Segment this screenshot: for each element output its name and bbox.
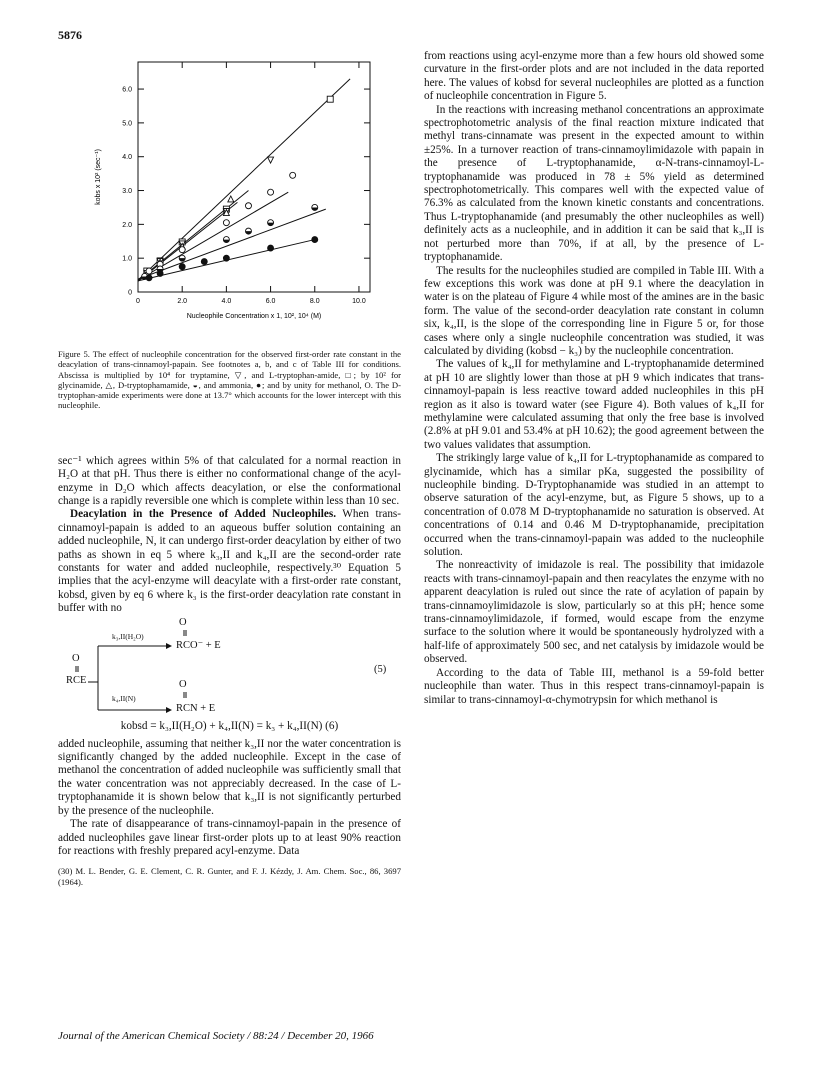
chart-svg: [58, 50, 401, 345]
right-column: [424, 50, 764, 707]
paragraph-results: The results for the nucleophiles studied are compiled in Table III. With a few exceptions this work was done at pH 9.1 where the deacylation in water is on the plateau of Figure 4 while most of the amines are in the basic form. The value of the second-order deacylation rate constant in column six, k₄,II, is the slope of the corresponding line in Figure 5 or, for those cases where only a single nucleophile concentration was studied, it was calculated by dividing (kobsd − k₃) by the nucleophile concentration.: [424, 264, 764, 357]
filled-circle-marker: [268, 245, 274, 251]
left-column: [58, 50, 401, 887]
filled-circle-marker: [223, 255, 229, 261]
paragraph-methanol: In the reactions with increasing methanol concentrations an approximate spectrophotometric analysis of the final reaction mixture indicated that methyl trans-cinnamate was present in the expected amount to within ±25%. In a turnover reaction of trans-cinnamoylimidazole with papain in the presence of L-tryptophanamide, α-N-trans-cinnamoyl-L-tryptophanamide was produced in 78 ± 5% yield as determined spectrophotometrically. This compares well with the expected value of 76.3% as calculated from the known kinetic constants and concentrations. Thus L-tryptophanamide (and presumably the other nucleophiles as well) definitely acts as a nucleophile, and in addition it can be said that k₃,II is not perturbed more than 70%, if at all, by the presence of L-tryptophanamide.: [424, 103, 764, 264]
footnote-30: (30) M. L. Bender, G. E. Clement, C. R. Gunter, and F. J. Kézdy, J. Am. Chem. Soc., 86, 3697 (1964).: [58, 866, 401, 887]
paragraph-disappearance: The rate of disappearance of trans-cinnamoyl-papain in the presence of added nucleophiles gave linear first-order plots up to at least 90% reaction for reactions with freshly prepared acyl-enzyme. Data: [58, 818, 401, 857]
fit-line: [138, 209, 326, 279]
filled-circle-marker: [201, 259, 207, 265]
y-tick-label: 0: [128, 289, 132, 297]
open-circle-marker: [290, 172, 296, 178]
eq5-k4-label: k₄,II(N): [112, 693, 136, 703]
open-circle-marker: [179, 247, 185, 253]
paragraph-imidazole: The nonreactivity of imidazole is real. The possibility that imidazole reacts with trans-cinnamoyl-papain and then reacylates the enzyme with no apparent deacylation is ruled out since the rate of acylation of papain by trans-cinnamoylimidazole is slow, particularly so at this pH; hence some trans-cinnamoylimidazole, if formed, would escape from the enzyme surface to the solution where it would be spontaneously hydrolyzed with a half-life of approximately 500 sec, and net catalysis by imidazole would be observed.: [424, 559, 764, 666]
paragraph-tryptophanamide: The strikingly large value of k₄,II for L-tryptophanamide as compared to glycinamide, which has a similar pKa, suggested the possibility of nucleophile binding. D-Tryptophanamide was studied in an attempt to observe saturation of the acyl-enzyme, but, as Figure 5 shows, up to a concentration of 0.078 M D-tryptophanamide no saturation is observed. At concentrations of 0.14 and 0.46 M D-tryptophanamide, precipitation occurred when the trans-cinnamoyl-papain was added to the nucleophile solution.: [424, 452, 764, 559]
equation-5: [58, 616, 401, 718]
filled-circle-marker: [179, 264, 185, 270]
paragraph-chymotrypsin: According to the data of Table III, methanol is a 59-fold better nucleophile than water. Thus in this respect trans-cinnamoyl-papain is similar to trans-cinnamoyl-α-chymotrypsin for which methanol is: [424, 666, 764, 706]
inverted-triangle-marker: [268, 157, 274, 163]
x-tick-label: 10.0: [352, 298, 366, 305]
eq5-oxygen-left: O: [72, 652, 80, 664]
y-tick-label: 4.0: [122, 154, 132, 162]
eq5-product-2: RCN + E: [176, 702, 216, 714]
y-tick-label: 3.0: [122, 188, 132, 196]
eq5-oxygen-top: O: [179, 616, 187, 628]
y-tick-label: 1.0: [122, 255, 132, 263]
paragraph-nucleophiles: [58, 508, 401, 615]
x-tick-label: 6.0: [265, 298, 276, 305]
x-tick-label: 8.0: [309, 298, 320, 305]
eq5-number: (5): [374, 663, 387, 675]
x-tick-label: 4.0: [221, 298, 232, 305]
open-circle-marker: [268, 189, 274, 195]
equation-5-arrows: [58, 622, 401, 718]
open-circle-marker: [146, 268, 152, 274]
section-heading: Deacylation in the Presence of Added Nucleophiles.: [70, 508, 336, 521]
journal-footer: Journal of the American Chemical Society / 88:24 / December 20, 1966: [58, 1030, 374, 1042]
paragraph-nucleophiles-text: When trans-cinnamoyl-papain is added to an aqueous buffer solution containing an added nucleophile, N, it can undergo first-order deacylation by either of two paths as shown in eq 5 where k₃,II and k₄,II are the second-order rate constants for water and added nucleophile, respectively.³⁰ Equation 5 implies that the acyl-enzyme will deacylate with a first-order rate constant, kobsd, given by eq 6 where k₃ is the first-order deacylation rate constant in buffer with no: [58, 508, 401, 615]
filled-circle-marker: [312, 237, 318, 243]
y-axis-label: kobs x 10² (sec⁻¹): [95, 149, 102, 205]
paragraph-curvature: from reactions using acyl-enzyme more than a few hours old showed some curvature in the first-order plots and are not included in the data reported here. The values of kobsd for several nucleophiles are plotted as a function of nucleophile concentration in Figure 5.: [424, 50, 764, 103]
x-tick-label: 0: [136, 298, 140, 305]
equation-6: kobsd = k₃,II(H₂O) + k₄,II(N) = k₃ + k₄,II(N) (6): [120, 719, 339, 732]
fit-line: [138, 79, 350, 280]
open-circle-marker: [245, 203, 251, 209]
y-tick-label: 2.0: [122, 221, 132, 229]
eq5-reactant: RCE: [66, 674, 87, 686]
eq5-oxygen-bottom: O: [179, 678, 187, 690]
fit-line: [138, 191, 248, 281]
paragraph-added-nucleophile: added nucleophile, assuming that neither k₃,II nor the water concentration is significantly changed by the added nucleophile. Except in the case of methanol the concentration of added nucleophile was sufficiently small that the water concentration was not appreciably decreased. In the case of L-tryptophanamide it is shown below that k₃,II is not significantly perturbed by the presence of the nucleophile.: [58, 737, 401, 817]
eq5-k3-label: k₃,II(H₂O): [112, 631, 144, 641]
plot-frame: [138, 62, 370, 292]
y-tick-label: 6.0: [122, 86, 132, 94]
filled-circle-marker: [157, 270, 163, 276]
figure-caption: Figure 5. The effect of nucleophile concentration for the observed first-order rate constant in the deacylation of trans-cinnamoyl-papain. See footnotes a, b, and c of Table III for conditions. Abscissa is multiplied by 10⁴ for tryptamine, ▽, and L-tryptophan-amide, □; by 10² for glycinamide, △, D-tryptophamamide, ◒, and ammonia, ●; and by unity for methanol, O. The D-tryptophan-amide experiments were done at 13.7° which accounts for the lower intercept with this nucleophile.: [58, 349, 401, 411]
filled-circle-marker: [146, 275, 152, 281]
triangle-marker: [228, 196, 234, 202]
page-number: 5876: [58, 28, 82, 42]
paragraph-methylamine: The values of k₄,II for methylamine and L-tryptophanamide determined at pH 10 are slightly lower than those at pH 9 which indicates that trans-cinnamoyl-papain is less reactive toward added nucleophiles in this pH region as it also is toward water (see Figure 4). Both values of k₄,II for methylamine were calculated assuming that only the free base is involved (2.8% at pH 9.01 and 53.4% at pH 10.62); the good agreement between the two values validates that assumption.: [424, 358, 764, 451]
open-circle-marker: [223, 220, 229, 226]
x-tick-label: 2.0: [177, 298, 188, 305]
paragraph-d2o: sec⁻¹ which agrees within 5% of that calculated for a normal reaction in H₂O at that pH. Thus there is either no conformational change of the acyl-enzyme in D₂O which affects deacylation, or else the conformational change is a rapidly reversible one which is complete within less than 10 sec.: [58, 454, 401, 507]
x-axis-label: Nucleophile Concentration x 1, 10², 10⁴ (M): [186, 313, 322, 320]
y-tick-label: 5.0: [122, 120, 132, 128]
eq5-product-1: RCO⁻ + E: [176, 639, 221, 651]
square-marker: [327, 96, 333, 102]
figure-5-chart: [58, 50, 401, 345]
